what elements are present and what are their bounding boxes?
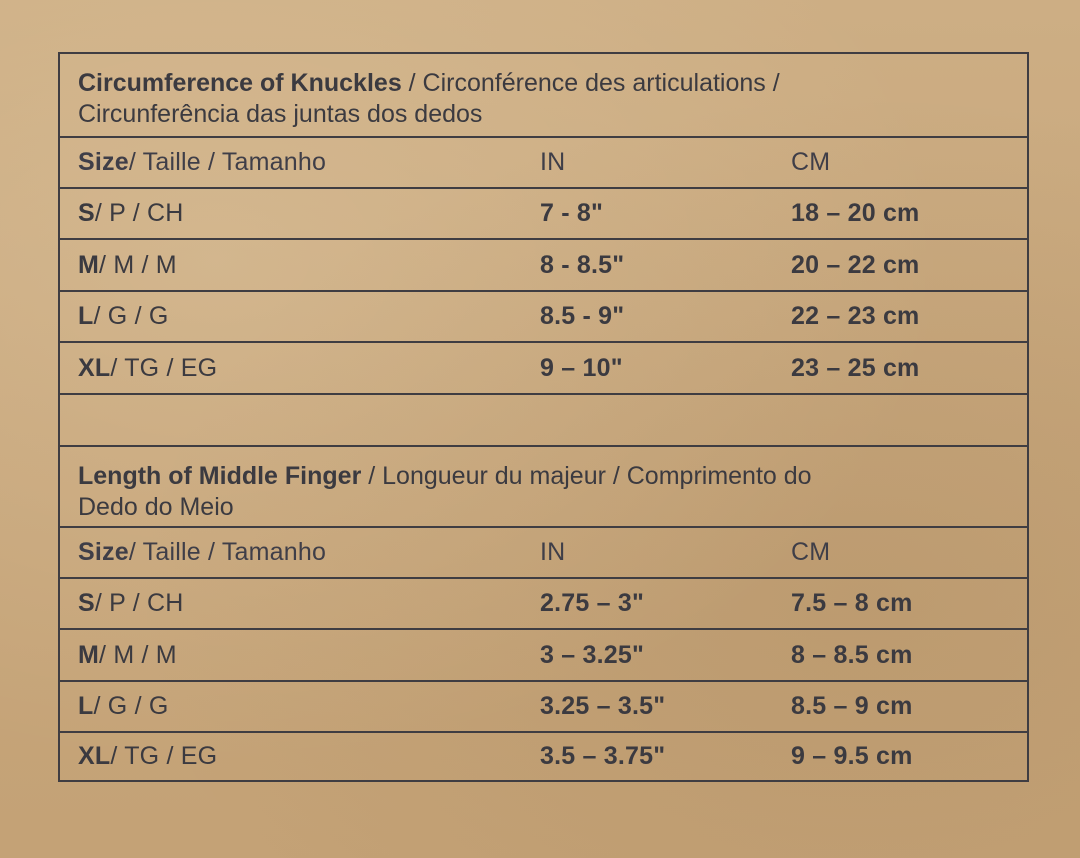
spacer-row [60,395,1027,447]
in-cell: 8 - 8.5" [540,250,625,279]
in-cell: 3.5 – 3.75" [540,742,666,770]
size-cell: XL / TG / EG [78,353,218,382]
cm-cell: 8 – 8.5 cm [791,640,913,669]
in-cell: 3 – 3.25" [540,640,645,669]
finger-title-rest: / Longueur du majeur / Comprimento do [361,462,812,490]
size-cell: L / G / G [78,692,169,720]
knuckles-title-line2: Circunferência das juntas dos dedos [78,100,483,128]
knuckles-title-row [60,54,1027,138]
cm-cell: 22 – 23 cm [791,302,920,330]
table-row [60,630,1027,682]
table-row [60,292,1027,343]
cm-cell: 18 – 20 cm [791,199,920,227]
table-row [60,189,1027,240]
knuckles-header-row [60,138,1027,189]
table-row [60,682,1027,733]
finger-title-line2: Dedo do Meio [78,493,234,521]
knuckles-cm-header: CM [791,148,831,176]
finger-title-bold: Length of Middle Finger [78,462,362,490]
table-row [60,733,1027,780]
finger-in-header: IN [540,538,566,566]
in-cell: 9 – 10" [540,353,623,382]
knuckles-title-rest: / Circonférence des articulations / [401,69,780,97]
knuckles-size-header: Size / Taille / Tamanho [78,148,327,176]
in-cell: 8.5 - 9" [540,302,625,330]
cm-cell: 23 – 25 cm [791,353,920,382]
table-row [60,343,1027,395]
finger-header-row [60,528,1027,579]
knuckles-in-header: IN [540,148,566,176]
size-cell: M / M / M [78,250,177,279]
cm-cell: 9 – 9.5 cm [791,742,913,770]
table-row [60,579,1027,630]
size-cell: M / M / M [78,640,177,669]
in-cell: 7 - 8" [540,199,604,227]
table-row [60,240,1027,292]
knuckles-title [78,54,1009,130]
cm-cell: 20 – 22 cm [791,250,920,279]
finger-title-row [60,447,1027,528]
cm-cell: 7.5 – 8 cm [791,589,913,617]
knuckles-title-bold: Circumference of Knuckles [78,69,402,97]
size-cell: S / P / CH [78,199,184,227]
finger-cm-header: CM [791,538,831,566]
size-cell: S / P / CH [78,589,184,617]
finger-title [78,447,1009,523]
size-cell: L / G / G [78,302,169,330]
in-cell: 2.75 – 3" [540,589,645,617]
size-cell: XL / TG / EG [78,742,218,770]
size-chart-sheet [58,52,1029,782]
cm-cell: 8.5 – 9 cm [791,692,913,720]
finger-size-header: Size / Taille / Tamanho [78,538,327,566]
in-cell: 3.25 – 3.5" [540,692,666,720]
